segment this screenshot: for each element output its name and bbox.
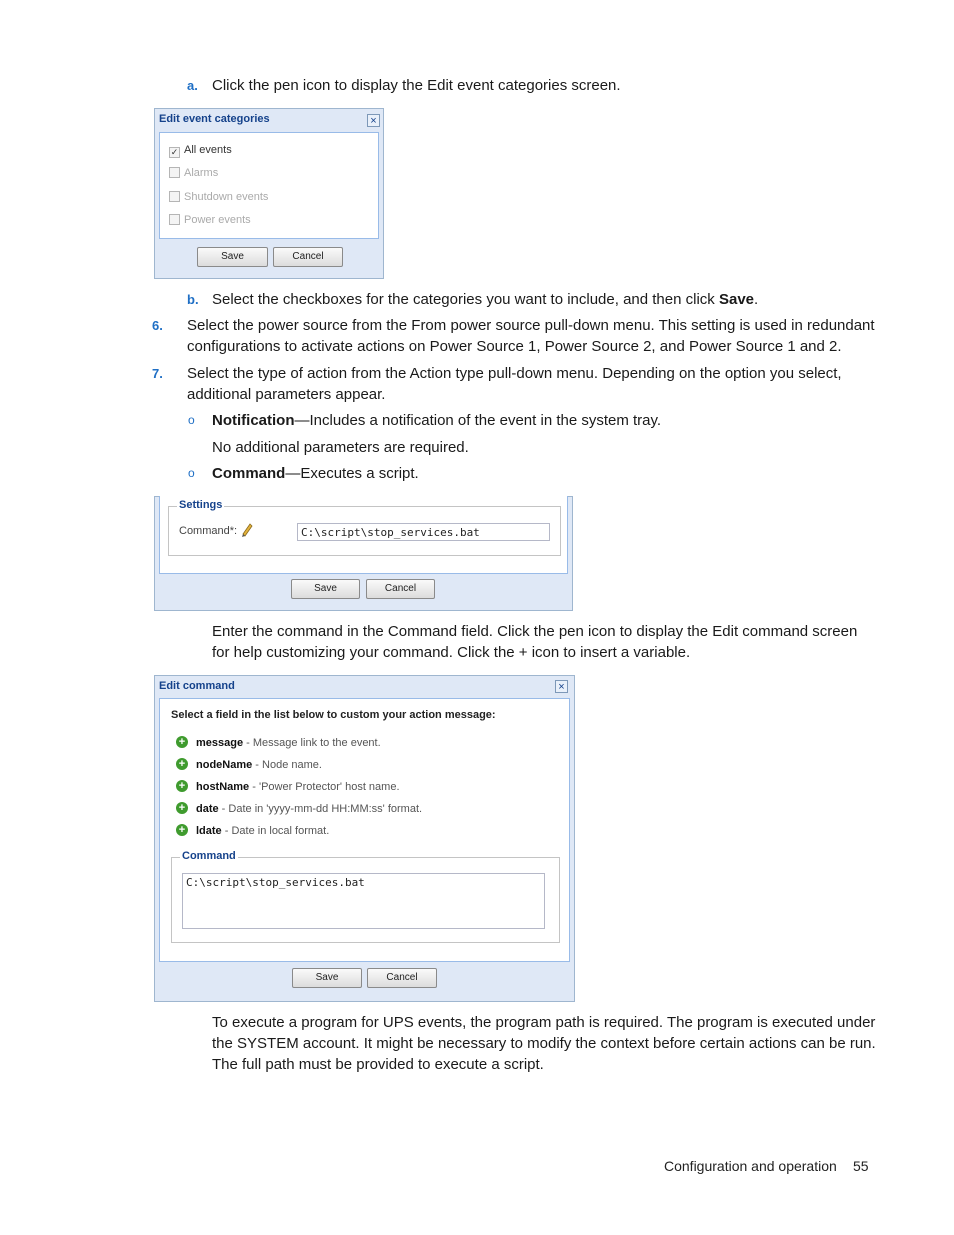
cancel-button[interactable]: Cancel	[366, 579, 435, 599]
checkbox-checked-icon[interactable]: ✓	[170, 147, 179, 157]
settings-panel	[154, 496, 573, 611]
command-input[interactable]: C:\script\stop_services.bat	[297, 523, 550, 541]
enter-command-text: Enter the command in the Command field. Click the pen icon to display the Edit command screen for help customizing your command. Click the + icon to insert a variable.	[212, 623, 858, 661]
step-7-text: Select the type of action from the Action type pull-down menu. Depending on the option you select, additional parameters appear.	[187, 365, 842, 403]
checkbox-power-events[interactable]: Power events	[169, 213, 251, 227]
command-textarea[interactable]: C:\script\stop_services.bat	[182, 873, 545, 929]
bullet-icon: o	[188, 466, 195, 480]
cancel-button[interactable]: Cancel	[367, 968, 437, 988]
close-icon[interactable]: ×	[555, 680, 568, 693]
save-button[interactable]: Save	[291, 579, 360, 599]
step-a-label: a.	[187, 78, 198, 93]
footer-section: Configuration and operation	[664, 1158, 837, 1174]
add-variable-icon[interactable]: +	[176, 758, 188, 770]
pen-icon[interactable]	[240, 521, 254, 537]
variable-ldate[interactable]: + ldate - Date in local format.	[176, 823, 329, 839]
dialog-title: Edit command	[159, 680, 235, 692]
add-variable-icon[interactable]: +	[176, 802, 188, 814]
close-icon[interactable]: ×	[367, 114, 380, 127]
instruction-text: Select a field in the list below to custom your action message:	[171, 709, 496, 721]
step-7-label: 7.	[152, 366, 163, 381]
step-6-text: Select the power source from the From power source pull-down menu. This setting is used in redundant configurations to activate actions on Power Source 1, Power Source 2, and Power Source 1 and 2.	[187, 317, 875, 355]
edit-command-panel	[159, 698, 570, 962]
dialog-title: Edit event categories	[159, 113, 270, 125]
cancel-button[interactable]: Cancel	[273, 247, 343, 267]
settings-fieldset	[168, 499, 561, 556]
add-variable-icon[interactable]: +	[176, 824, 188, 836]
page-number: 55	[853, 1158, 869, 1174]
checkbox-all-events[interactable]: ✓ All events	[170, 144, 232, 157]
step-b-text: Select the checkboxes for the categories you want to include, and then click Save.	[212, 291, 759, 308]
step-6-label: 6.	[152, 318, 163, 333]
bullet-icon: o	[188, 413, 195, 427]
step-b-label: b.	[187, 292, 199, 307]
step-a-text: Click the pen icon to display the Edit event categories screen.	[212, 77, 621, 94]
command-fieldset	[171, 850, 560, 943]
settings-inner	[159, 496, 568, 574]
categories-panel	[159, 132, 379, 239]
variable-nodename[interactable]: + nodeName - Node name.	[176, 757, 322, 773]
checkbox-icon[interactable]	[169, 191, 180, 202]
add-variable-icon[interactable]: +	[176, 780, 188, 792]
save-button[interactable]: Save	[197, 247, 268, 267]
command-text: Command—Executes a script.	[212, 465, 419, 482]
save-button[interactable]: Save	[292, 968, 362, 988]
notification-text: Notification—Includes a notification of the event in the system tray.	[212, 412, 662, 429]
variable-hostname[interactable]: + hostName - 'Power Protector' host name.	[176, 779, 400, 795]
checkbox-icon[interactable]	[169, 214, 180, 225]
checkbox-shutdown-events[interactable]: Shutdown events	[169, 190, 268, 204]
command-field-label: Command*:	[179, 525, 238, 537]
command-legend: Command	[182, 850, 236, 862]
variable-date[interactable]: + date - Date in 'yyyy-mm-dd HH:MM:ss' format.	[176, 801, 422, 817]
edit-event-categories-dialog	[154, 108, 384, 279]
variable-message[interactable]: + message - Message link to the event.	[176, 735, 381, 751]
edit-command-dialog	[154, 675, 575, 1002]
settings-legend: Settings	[179, 499, 223, 511]
checkbox-alarms[interactable]: Alarms	[169, 166, 218, 180]
checkbox-icon[interactable]	[169, 167, 180, 178]
add-variable-icon[interactable]: +	[176, 736, 188, 748]
execute-text: To execute a program for UPS events, the program path is required. The program is executed under the SYSTEM account. It might be necessary to modify the context before certain actions can be run. The full path must be provided to execute a script.	[212, 1014, 876, 1073]
notification-note: No additional parameters are required.	[212, 439, 469, 456]
